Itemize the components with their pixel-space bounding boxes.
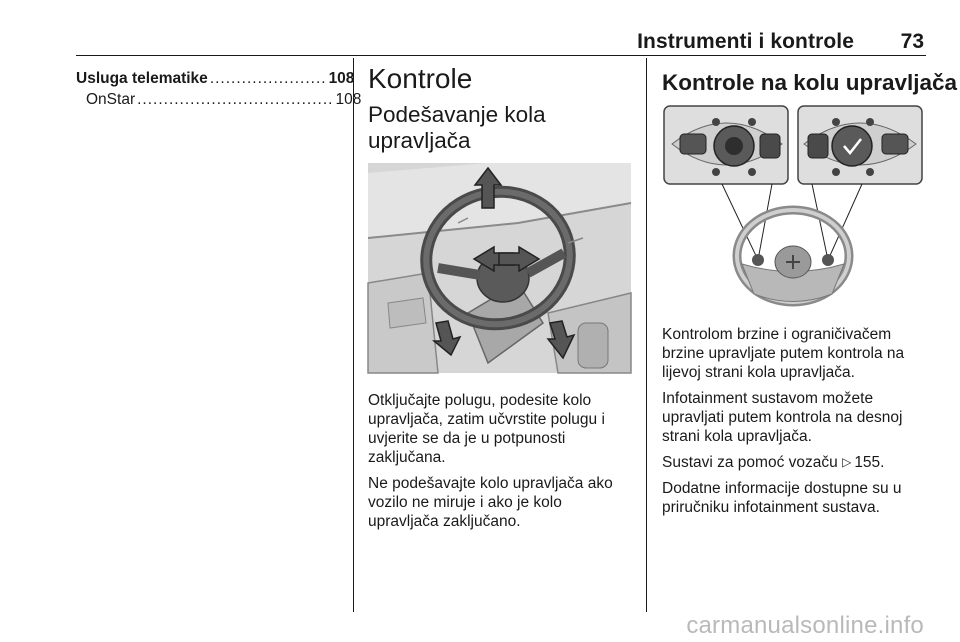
toc-entry-label: Usluga telematike — [76, 70, 208, 87]
section-heading-steering-controls: Kontrole na kolu upravljača — [662, 70, 958, 95]
paragraph: Ne podešavajte kolo upravljača ako vozilo ne miruje i ako je kolo upravljača zaključano. — [368, 475, 613, 530]
toc-entry-telematics[interactable] — [76, 68, 355, 89]
toc-entry-onstar[interactable] — [76, 89, 362, 110]
watermark: carmanualsonline.info — [686, 612, 924, 639]
column-divider-right — [646, 58, 647, 612]
cross-reference-text: Sustavi za pomoć vozaču — [662, 454, 838, 471]
paragraph: Infotainment sustavom možete upravljati putem kontrola na desnoj strani kola upravljača. — [662, 390, 903, 445]
middle-column-body — [368, 391, 636, 538]
toc-leader-dots: ..................................... — [137, 91, 334, 108]
cross-reference[interactable] — [662, 453, 930, 472]
middle-column-headings — [368, 62, 634, 154]
paragraph: Dodatne informacije dostupne su u priručniku infotainment sustava. — [662, 480, 902, 516]
table-of-contents — [76, 68, 362, 110]
triangle-right-icon: ▷ — [842, 455, 852, 469]
toc-entry-page: 108 — [328, 70, 355, 87]
header-title: Instrumenti i kontrole — [637, 30, 854, 53]
header-divider — [76, 55, 926, 56]
steering-controls-illustration — [662, 104, 924, 310]
toc-entry-label: OnStar — [86, 91, 136, 108]
section-heading: Kontrole — [368, 63, 473, 94]
right-column-body — [662, 325, 930, 524]
paragraph: Kontrolom brzine i ograničivačem brzine upravljate putem kontrola na lijevoj strani kola upravljača. — [662, 326, 905, 381]
paragraph: Otključajte polugu, podesite kolo upravljača, zatim učvrstite polugu i uvjerite se da je u potpunosti zaključana. — [368, 392, 605, 466]
steering-adjustment-illustration — [368, 163, 631, 373]
page-number: 73 — [900, 30, 924, 53]
toc-entry-page: 108 — [335, 91, 362, 108]
subsection-heading: Podešavanje kola upravljača — [368, 102, 546, 153]
toc-leader-dots: ...................... — [209, 70, 327, 87]
column-divider-left — [353, 58, 354, 612]
cross-reference-page: 155. — [854, 454, 885, 471]
